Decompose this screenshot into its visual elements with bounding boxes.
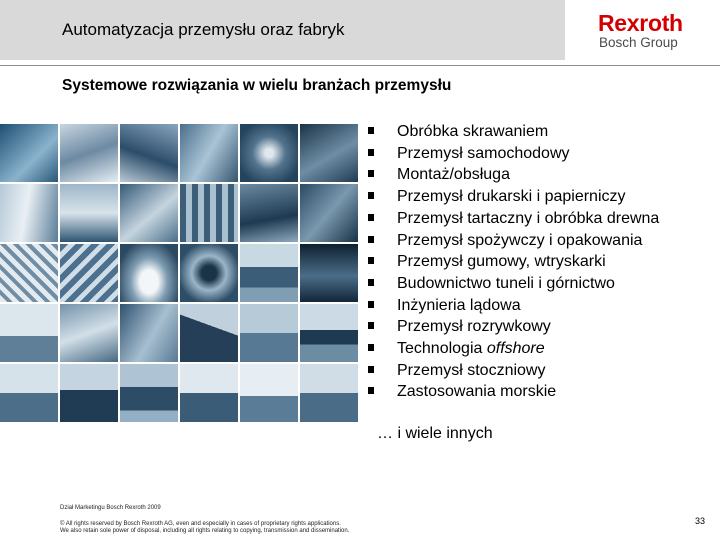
- photo-packaging: [60, 244, 118, 302]
- header-divider: [0, 65, 720, 66]
- photo-port: [0, 364, 58, 422]
- list-item: Obróbka skrawaniem: [364, 121, 709, 143]
- bullet-square-icon: [368, 127, 374, 134]
- photo-automotive: [120, 124, 178, 182]
- bullet-square-icon: [368, 279, 374, 286]
- bosch-group-logo: Bosch Group: [599, 35, 678, 50]
- list-item: Przemysł spożywczy i opakowania: [364, 230, 709, 252]
- bullet-square-icon: [368, 257, 374, 264]
- list-item: Przemysł samochodowy: [364, 143, 709, 165]
- photo-offshore: [60, 364, 118, 422]
- industry-photo-mosaic: [0, 124, 360, 424]
- photo-crane: [0, 304, 58, 362]
- list-item: Technologia offshore: [364, 338, 709, 360]
- slide-title: Automatyzacja przemysłu oraz fabryk: [62, 20, 345, 39]
- bullet-square-icon: [368, 387, 374, 394]
- footer-copyright: © All rights reserved by Bosch Rexroth AG, even and especially in cases of proprietary rights applications.: [60, 521, 341, 527]
- photo-rig: [120, 364, 178, 422]
- photo-machine-line: [60, 304, 118, 362]
- photo-rollers: [180, 184, 238, 242]
- photo-marine: [300, 364, 358, 422]
- more-industries-text: … i wiele innych: [377, 425, 493, 442]
- list-item: Budownictwo tuneli i górnictwo: [364, 273, 709, 295]
- bullet-square-icon: [368, 192, 374, 199]
- list-item: Przemysł gumowy, wtryskarki: [364, 251, 709, 273]
- footer-department: Dział Marketingu Bosch Rexroth 2009: [60, 505, 161, 511]
- list-item: Zastosowania morskie: [364, 381, 709, 403]
- photo-stadium: [240, 304, 298, 362]
- bullet-square-icon: [368, 322, 374, 329]
- photo-machining: [0, 124, 58, 182]
- photo-conveyor: [120, 304, 178, 362]
- slide-subtitle: Systemowe rozwiązania w wielu branżach przemysłu: [62, 77, 452, 94]
- photo-timber: [0, 244, 58, 302]
- list-item: Inżynieria lądowa: [364, 295, 709, 317]
- photo-shipyard: [180, 364, 238, 422]
- list-item: Przemysł tartaczny i obróbka drewna: [364, 208, 709, 230]
- photo-operator: [60, 184, 118, 242]
- bullet-square-icon: [368, 301, 374, 308]
- photo-machinery: [300, 124, 358, 182]
- photo-assembly: [180, 124, 238, 182]
- photo-press: [240, 184, 298, 242]
- list-item: Przemysł drukarski i papierniczy: [364, 186, 709, 208]
- industry-list: [364, 121, 709, 403]
- bullet-square-icon: [368, 366, 374, 373]
- page-number: 33: [695, 516, 706, 526]
- photo-train: [120, 244, 178, 302]
- bullet-square-icon: [368, 236, 374, 243]
- photo-plant: [300, 184, 358, 242]
- bullet-square-icon: [368, 170, 374, 177]
- photo-gears: [240, 124, 298, 182]
- photo-sea: [240, 364, 298, 422]
- photo-hall: [0, 184, 58, 242]
- rexroth-logo: Rexroth: [598, 10, 683, 36]
- photo-tunnel: [180, 244, 238, 302]
- bullet-square-icon: [368, 149, 374, 156]
- photo-metal-sheet: [60, 124, 118, 182]
- bullet-square-icon: [368, 214, 374, 221]
- photo-ship-hull: [180, 304, 238, 362]
- list-item: Przemysł rozrywkowy: [364, 316, 709, 338]
- photo-stage: [300, 244, 358, 302]
- list-item: Przemysł stoczniowy: [364, 360, 709, 382]
- photo-robot: [120, 184, 178, 242]
- photo-bridge: [240, 244, 298, 302]
- list-item: Montaż/obsługa: [364, 164, 709, 186]
- photo-submarine: [300, 304, 358, 362]
- bullet-square-icon: [368, 344, 374, 351]
- footer-rights: We also retain sole power of disposal, including all rights relating to copying, transmission and dissemination.: [60, 528, 350, 534]
